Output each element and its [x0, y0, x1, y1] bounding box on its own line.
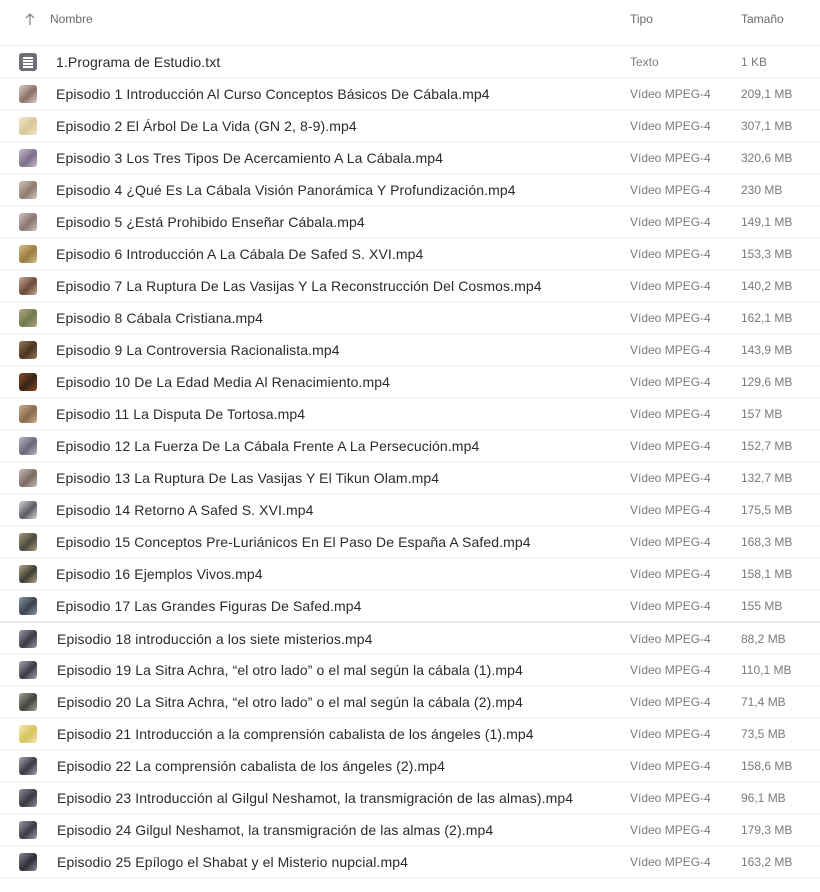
file-row[interactable] [0, 622, 820, 654]
file-type: Vídeo MPEG-4 [630, 311, 711, 325]
file-type: Vídeo MPEG-4 [630, 183, 711, 197]
file-row[interactable] [0, 110, 820, 142]
file-name: Episodio 7 La Ruptura De Las Vasijas Y La Reconstrucción Del Cosmos.mp4 [56, 278, 542, 294]
file-row[interactable] [0, 78, 820, 110]
video-thumbnail-icon [19, 181, 37, 199]
file-name: Episodio 24 Gilgul Neshamot, la transmigración de las almas (2).mp4 [57, 822, 494, 838]
file-row[interactable] [0, 462, 820, 494]
file-type: Vídeo MPEG-4 [630, 119, 711, 133]
file-type: Vídeo MPEG-4 [630, 567, 711, 581]
video-thumbnail-icon [19, 630, 37, 648]
column-header-row [0, 0, 820, 46]
file-name: Episodio 12 La Fuerza De La Cábala Frente A La Persecución.mp4 [56, 438, 480, 454]
video-thumbnail-icon [19, 309, 37, 327]
file-size: 320,6 MB [741, 151, 793, 165]
file-name: Episodio 18 introducción a los siete misterios.mp4 [57, 631, 373, 647]
video-thumbnail-icon [19, 789, 37, 807]
file-type: Vídeo MPEG-4 [630, 823, 711, 837]
file-row[interactable] [0, 654, 820, 686]
file-size: 73,5 MB [741, 727, 786, 741]
file-row[interactable] [0, 782, 820, 814]
file-name: Episodio 13 La Ruptura De Las Vasijas Y El Tikun Olam.mp4 [56, 470, 440, 486]
file-type: Vídeo MPEG-4 [630, 727, 711, 741]
file-size: 209,1 MB [741, 87, 793, 101]
file-row[interactable] [0, 526, 820, 558]
file-row[interactable] [0, 174, 820, 206]
file-row[interactable] [0, 686, 820, 718]
file-name: Episodio 4 ¿Qué Es La Cábala Visión Panorámica Y Profundización.mp4 [56, 182, 516, 198]
file-type: Texto [630, 55, 659, 69]
video-thumbnail-icon [19, 661, 37, 679]
file-name: Episodio 16 Ejemplos Vivos.mp4 [56, 566, 263, 582]
file-name: Episodio 17 Las Grandes Figuras De Safed.mp4 [56, 598, 362, 614]
file-size: 143,9 MB [741, 343, 793, 357]
file-size: 158,1 MB [741, 567, 793, 581]
file-name: Episodio 25 Epílogo el Shabat y el Misterio nupcial.mp4 [57, 854, 409, 870]
video-thumbnail-icon [19, 821, 37, 839]
file-size: 1 KB [741, 55, 768, 69]
file-row[interactable] [0, 46, 820, 78]
file-row[interactable] [0, 846, 820, 878]
file-size: 230 MB [741, 183, 783, 197]
video-thumbnail-icon [19, 597, 37, 615]
file-size: 149,1 MB [741, 215, 793, 229]
file-size: 132,7 MB [741, 471, 793, 485]
file-row[interactable] [0, 142, 820, 174]
file-type: Vídeo MPEG-4 [630, 759, 711, 773]
file-name: Episodio 23 Introducción al Gilgul Neshamot, la transmigración de las almas).mp4 [57, 790, 574, 806]
file-name: Episodio 2 El Árbol De La Vida (GN 2, 8-9).mp4 [56, 118, 357, 134]
file-row[interactable] [0, 302, 820, 334]
file-type: Vídeo MPEG-4 [630, 855, 711, 869]
file-name: Episodio 14 Retorno A Safed S. XVI.mp4 [56, 502, 314, 518]
file-rows [0, 46, 820, 878]
file-name: Episodio 20 La Sitra Achra, “el otro lado” o el mal según la cábala (2).mp4 [57, 694, 523, 710]
file-type: Vídeo MPEG-4 [630, 215, 711, 229]
file-name: Episodio 19 La Sitra Achra, “el otro lado” o el mal según la cábala (1).mp4 [57, 662, 523, 678]
video-thumbnail-icon [19, 245, 37, 263]
text-file-icon [19, 53, 37, 71]
column-header-name[interactable]: Nombre [50, 12, 93, 26]
file-type: Vídeo MPEG-4 [630, 471, 711, 485]
file-row[interactable] [0, 750, 820, 782]
file-type: Vídeo MPEG-4 [630, 632, 711, 646]
video-thumbnail-icon [19, 405, 37, 423]
file-size: 110,1 MB [741, 663, 792, 677]
file-name: Episodio 10 De La Edad Media Al Renacimiento.mp4 [56, 374, 390, 390]
file-row[interactable] [0, 590, 820, 622]
file-type: Vídeo MPEG-4 [630, 247, 711, 261]
file-row[interactable] [0, 558, 820, 590]
video-thumbnail-icon [19, 373, 37, 391]
file-type: Vídeo MPEG-4 [630, 791, 711, 805]
column-header-type[interactable]: Tipo [630, 12, 653, 26]
file-name: Episodio 15 Conceptos Pre-Luriánicos En El Paso De España A Safed.mp4 [56, 534, 531, 550]
file-size: 152,7 MB [741, 439, 793, 453]
file-size: 71,4 MB [741, 695, 786, 709]
video-thumbnail-icon [19, 341, 37, 359]
file-name: Episodio 11 La Disputa De Tortosa.mp4 [56, 406, 306, 422]
file-size: 162,1 MB [741, 311, 793, 325]
file-size: 96,1 MB [741, 791, 786, 805]
video-thumbnail-icon [19, 501, 37, 519]
file-type: Vídeo MPEG-4 [630, 87, 711, 101]
file-type: Vídeo MPEG-4 [630, 599, 711, 613]
file-size: 168,3 MB [741, 535, 793, 549]
file-type: Vídeo MPEG-4 [630, 151, 711, 165]
file-name: Episodio 1 Introducción Al Curso Conceptos Básicos De Cábala.mp4 [56, 86, 490, 102]
file-type: Vídeo MPEG-4 [630, 375, 711, 389]
file-name: Episodio 5 ¿Está Prohibido Enseñar Cábala.mp4 [56, 214, 365, 230]
video-thumbnail-icon [19, 85, 37, 103]
file-row[interactable] [0, 334, 820, 366]
file-row[interactable] [0, 718, 820, 750]
file-type: Vídeo MPEG-4 [630, 535, 711, 549]
file-type: Vídeo MPEG-4 [630, 439, 711, 453]
file-name: Episodio 6 Introducción A La Cábala De Safed S. XVI.mp4 [56, 246, 424, 262]
file-name: Episodio 3 Los Tres Tipos De Acercamiento A La Cábala.mp4 [56, 150, 444, 166]
sort-ascending-arrow-icon[interactable] [24, 12, 36, 26]
video-thumbnail-icon [19, 117, 37, 135]
video-thumbnail-icon [19, 277, 37, 295]
file-size: 140,2 MB [741, 279, 793, 293]
file-type: Vídeo MPEG-4 [630, 279, 711, 293]
file-size: 175,5 MB [741, 503, 793, 517]
video-thumbnail-icon [19, 533, 37, 551]
video-thumbnail-icon [19, 757, 37, 775]
video-thumbnail-icon [19, 853, 37, 871]
column-header-size[interactable]: Tamaño [741, 12, 784, 26]
file-size: 129,6 MB [741, 375, 793, 389]
file-row[interactable] [0, 430, 820, 462]
file-size: 158,6 MB [741, 759, 793, 773]
file-name: Episodio 9 La Controversia Racionalista.mp4 [56, 342, 340, 358]
file-type: Vídeo MPEG-4 [630, 503, 711, 517]
video-thumbnail-icon [19, 213, 37, 231]
file-size: 179,3 MB [741, 823, 793, 837]
file-name: Episodio 22 La comprensión cabalista de los ángeles (2).mp4 [57, 758, 446, 774]
video-thumbnail-icon [19, 693, 37, 711]
file-size: 153,3 MB [741, 247, 793, 261]
video-thumbnail-icon [19, 469, 37, 487]
video-thumbnail-icon [19, 725, 37, 743]
file-row[interactable] [0, 366, 820, 398]
file-type: Vídeo MPEG-4 [630, 663, 711, 677]
file-size: 157 MB [741, 407, 783, 421]
video-thumbnail-icon [19, 565, 37, 583]
file-size: 307,1 MB [741, 119, 793, 133]
file-type: Vídeo MPEG-4 [630, 343, 711, 357]
file-type: Vídeo MPEG-4 [630, 407, 711, 421]
file-row[interactable] [0, 398, 820, 430]
file-size: 88,2 MB [741, 632, 786, 646]
file-size: 163,2 MB [741, 855, 793, 869]
video-thumbnail-icon [19, 437, 37, 455]
file-type: Vídeo MPEG-4 [630, 695, 711, 709]
file-name: Episodio 8 Cábala Cristiana.mp4 [56, 310, 263, 326]
file-size: 155 MB [741, 599, 783, 613]
file-row[interactable] [0, 814, 820, 846]
file-name: 1.Programa de Estudio.txt [56, 54, 221, 70]
file-row[interactable] [0, 206, 820, 238]
file-row[interactable] [0, 270, 820, 302]
video-thumbnail-icon [19, 149, 37, 167]
file-row[interactable] [0, 494, 820, 526]
file-name: Episodio 21 Introducción a la comprensión cabalista de los ángeles (1).mp4 [57, 726, 534, 742]
file-row[interactable] [0, 238, 820, 270]
